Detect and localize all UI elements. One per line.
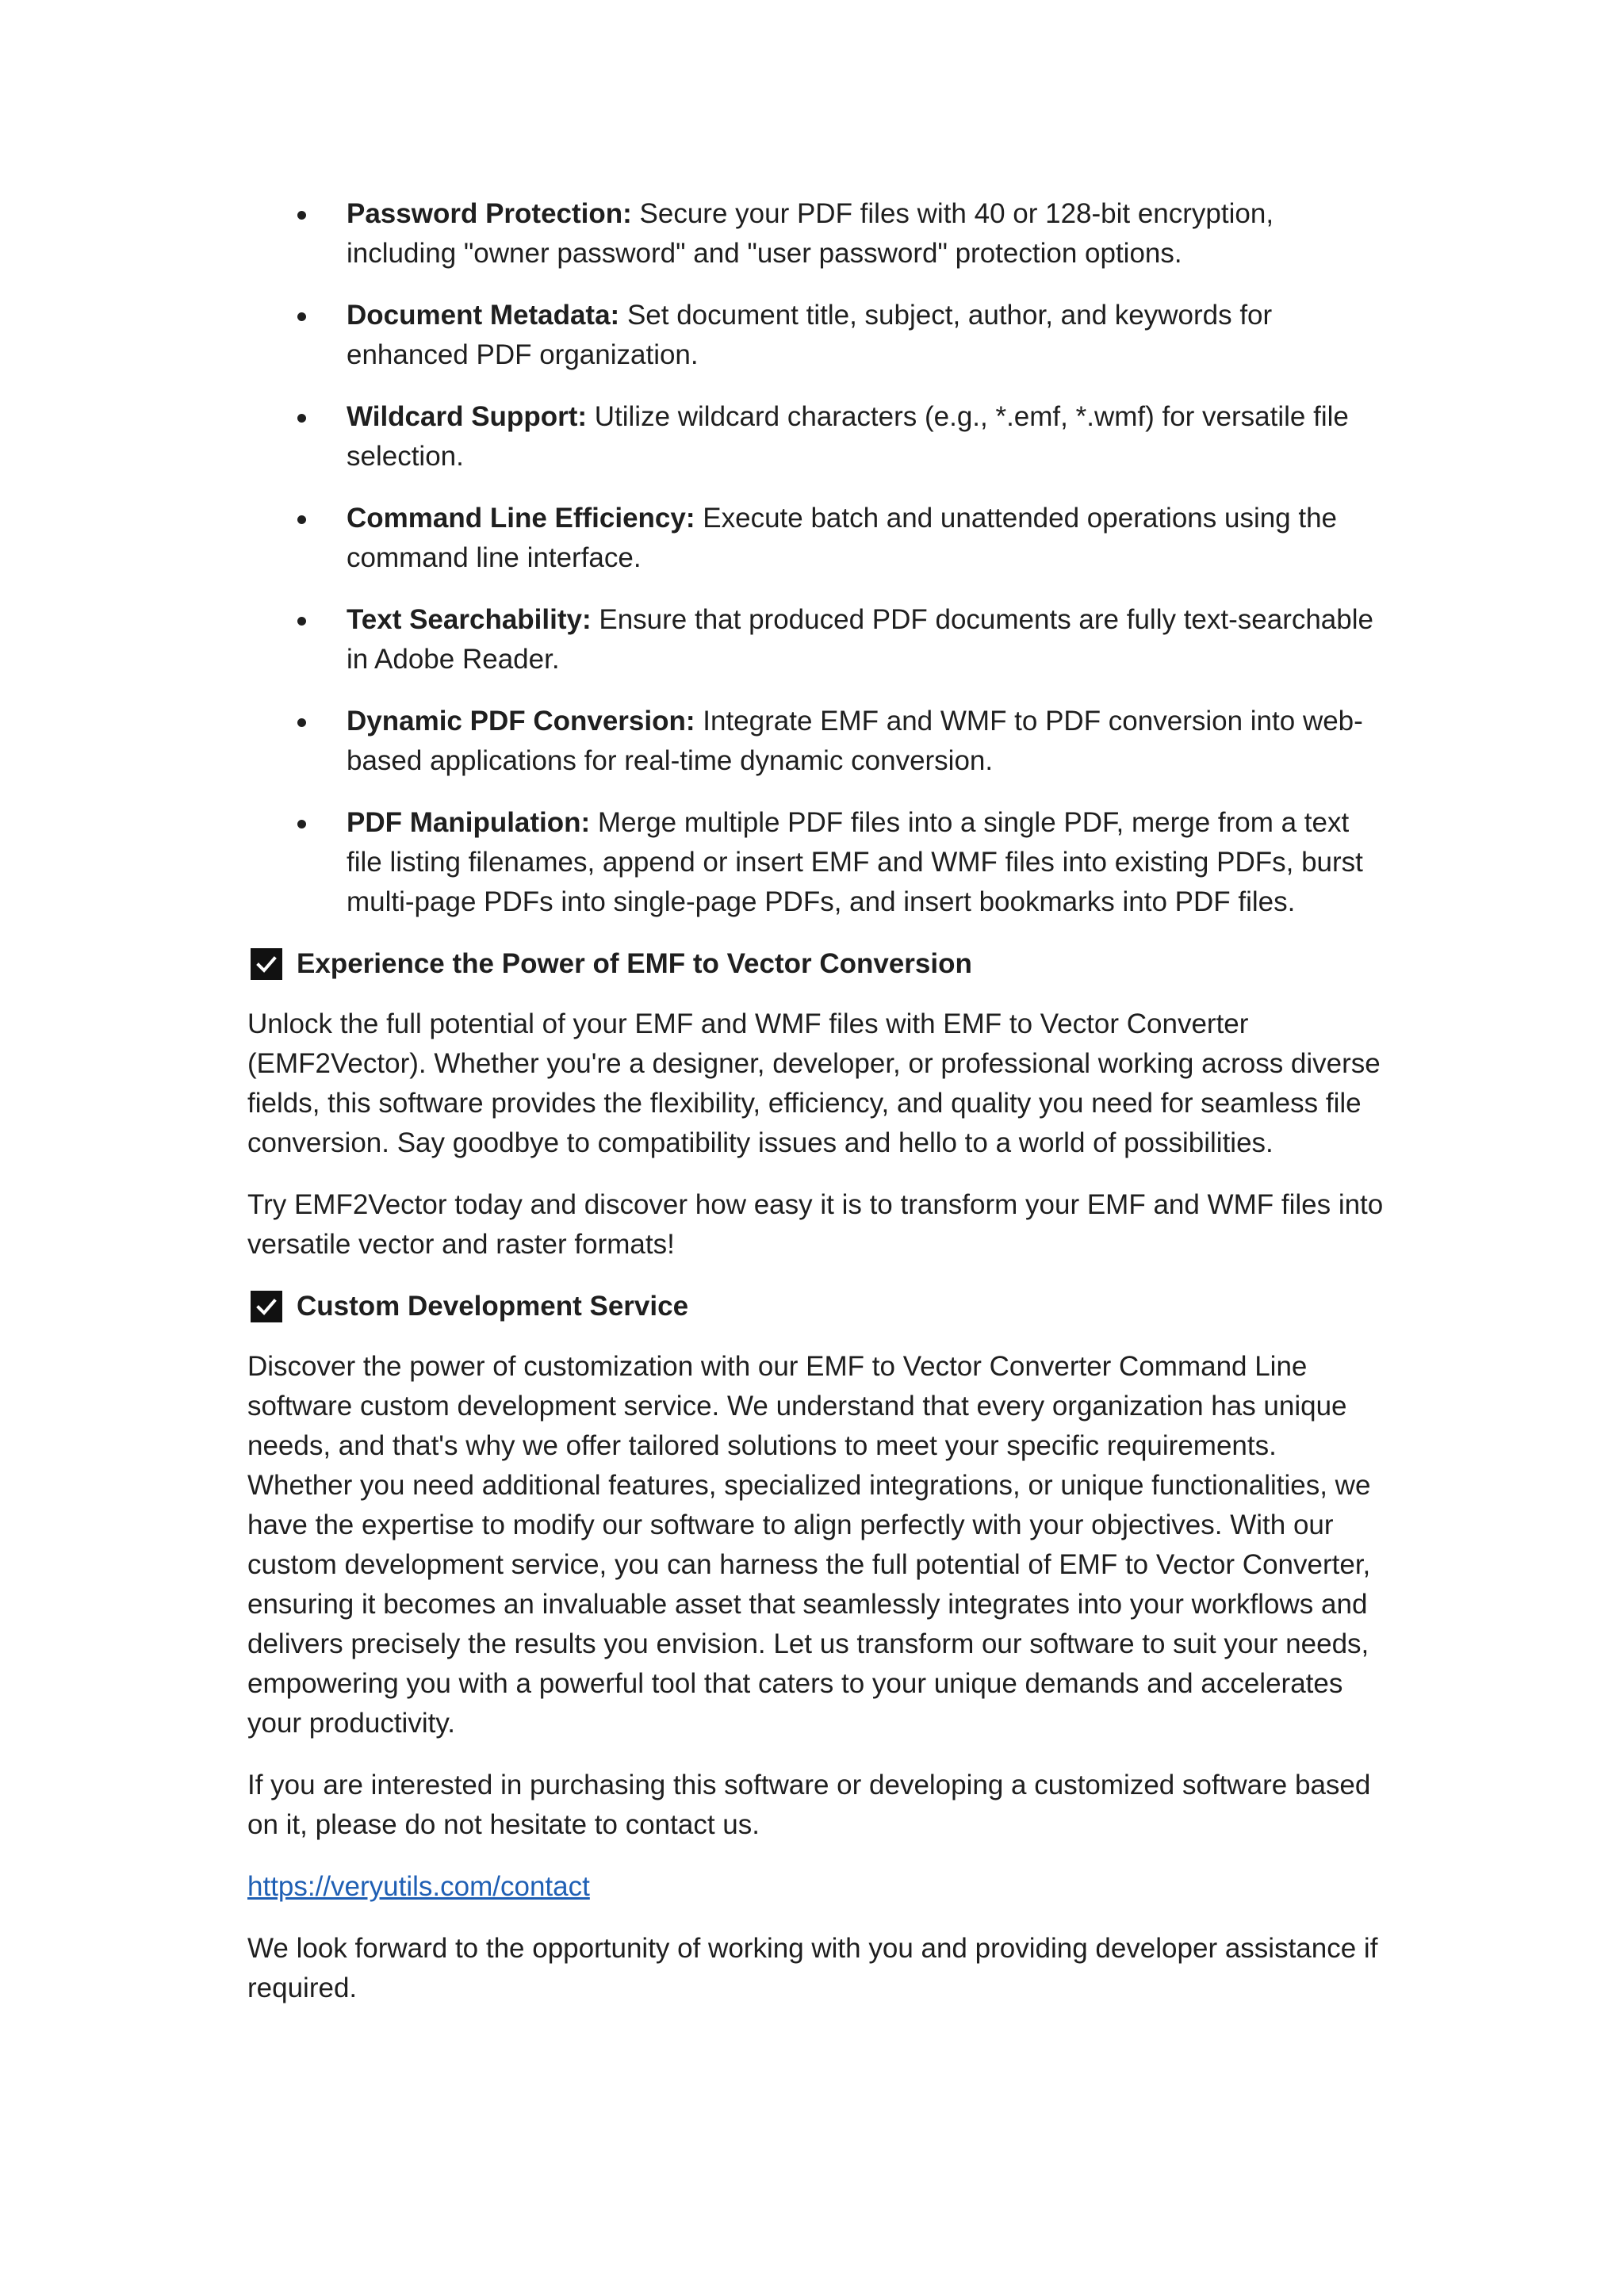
feature-text: Secure your PDF files with 40 or 128-bit encryption, including "owner password" and "user password" protection options. [347, 198, 1274, 269]
bullet-icon [297, 718, 306, 727]
section-heading-custom [251, 1287, 1386, 1326]
feature-text: Utilize wildcard characters (e.g., *.emf, *.wmf) for versatile file selection. [347, 401, 1349, 472]
bullet-icon [297, 414, 306, 423]
feature-label: PDF Manipulation: [347, 807, 591, 838]
link-paragraph [247, 1867, 1386, 1907]
bullet-icon [297, 617, 306, 626]
feature-list [247, 194, 1386, 922]
feature-text: Ensure that produced PDF documents are fully text-searchable in Adobe Reader. [347, 604, 1373, 675]
feature-label: Dynamic PDF Conversion: [347, 706, 695, 737]
bullet-icon [297, 515, 306, 524]
bullet-icon [297, 312, 306, 321]
feature-label: Password Protection: [347, 198, 632, 229]
bullet-icon [297, 820, 306, 828]
list-item [347, 296, 1386, 375]
feature-label: Text Searchability: [347, 604, 592, 635]
list-item [347, 194, 1386, 274]
section-heading-text: Experience the Power of EMF to Vector Conversion [297, 948, 972, 979]
checkbox-checked-icon [251, 1291, 282, 1322]
checkbox-checked-icon [251, 948, 282, 980]
feature-label: Document Metadata: [347, 300, 620, 331]
feature-label: Command Line Efficiency: [347, 503, 695, 534]
section-heading-experience [251, 944, 1386, 984]
bullet-icon [297, 211, 306, 220]
paragraph: If you are interested in purchasing this software or developing a customized software based on it, please do not hesitate to contact us. [247, 1770, 1371, 1840]
feature-text: Set document title, subject, author, and keywords for enhanced PDF organization. [347, 300, 1273, 370]
list-item [347, 803, 1386, 922]
feature-text: Integrate EMF and WMF to PDF conversion into web-based applications for real-time dynamic conversion. [347, 706, 1363, 776]
contact-link[interactable]: https://veryutils.com/contact [247, 1871, 590, 1902]
paragraph: Try EMF2Vector today and discover how easy it is to transform your EMF and WMF files into versatile vector and raster formats! [247, 1189, 1384, 1260]
paragraph: Discover the power of customization with our EMF to Vector Converter Command Line software custom development service. We understand that every organization has unique needs, and that's why we offer tailored solutions to meet your specific requirements. Whether you need additional features, specialized integrations, or unique functionalities, we have the expertise to modify our software to align perfectly with your objectives. With our custom development service, you can harness the full potential of EMF to Vector Converter, ensuring it becomes an invaluable asset that seamlessly integrates into your workflows and delivers precisely the results you envision. Let us transform our software to suit your needs, empowering you with a powerful tool that caters to your unique demands and accelerates your productivity. [247, 1351, 1371, 1739]
feature-text: Merge multiple PDF files into a single PDF, merge from a text file listing filenames, append or insert EMF and WMF files into existing PDFs, burst multi-page PDFs into single-page PDFs, and insert bookmarks into PDF files. [347, 807, 1363, 917]
list-item [347, 397, 1386, 476]
list-item [347, 600, 1386, 679]
list-item [347, 499, 1386, 578]
feature-text: Execute batch and unattended operations using the command line interface. [347, 503, 1338, 573]
feature-label: Wildcard Support: [347, 401, 588, 432]
paragraph: We look forward to the opportunity of working with you and providing developer assistance if required. [247, 1933, 1378, 2003]
section-heading-text: Custom Development Service [297, 1291, 689, 1322]
list-item [347, 702, 1386, 781]
paragraph: Unlock the full potential of your EMF and WMF files with EMF to Vector Converter (EMF2Vector). Whether you're a designer, developer, or professional working across diverse fields, this software provides the flexibility, efficiency, and quality you need for seamless file conversion. Say goodbye to compatibility issues and hello to a world of possibilities. [247, 1008, 1381, 1158]
